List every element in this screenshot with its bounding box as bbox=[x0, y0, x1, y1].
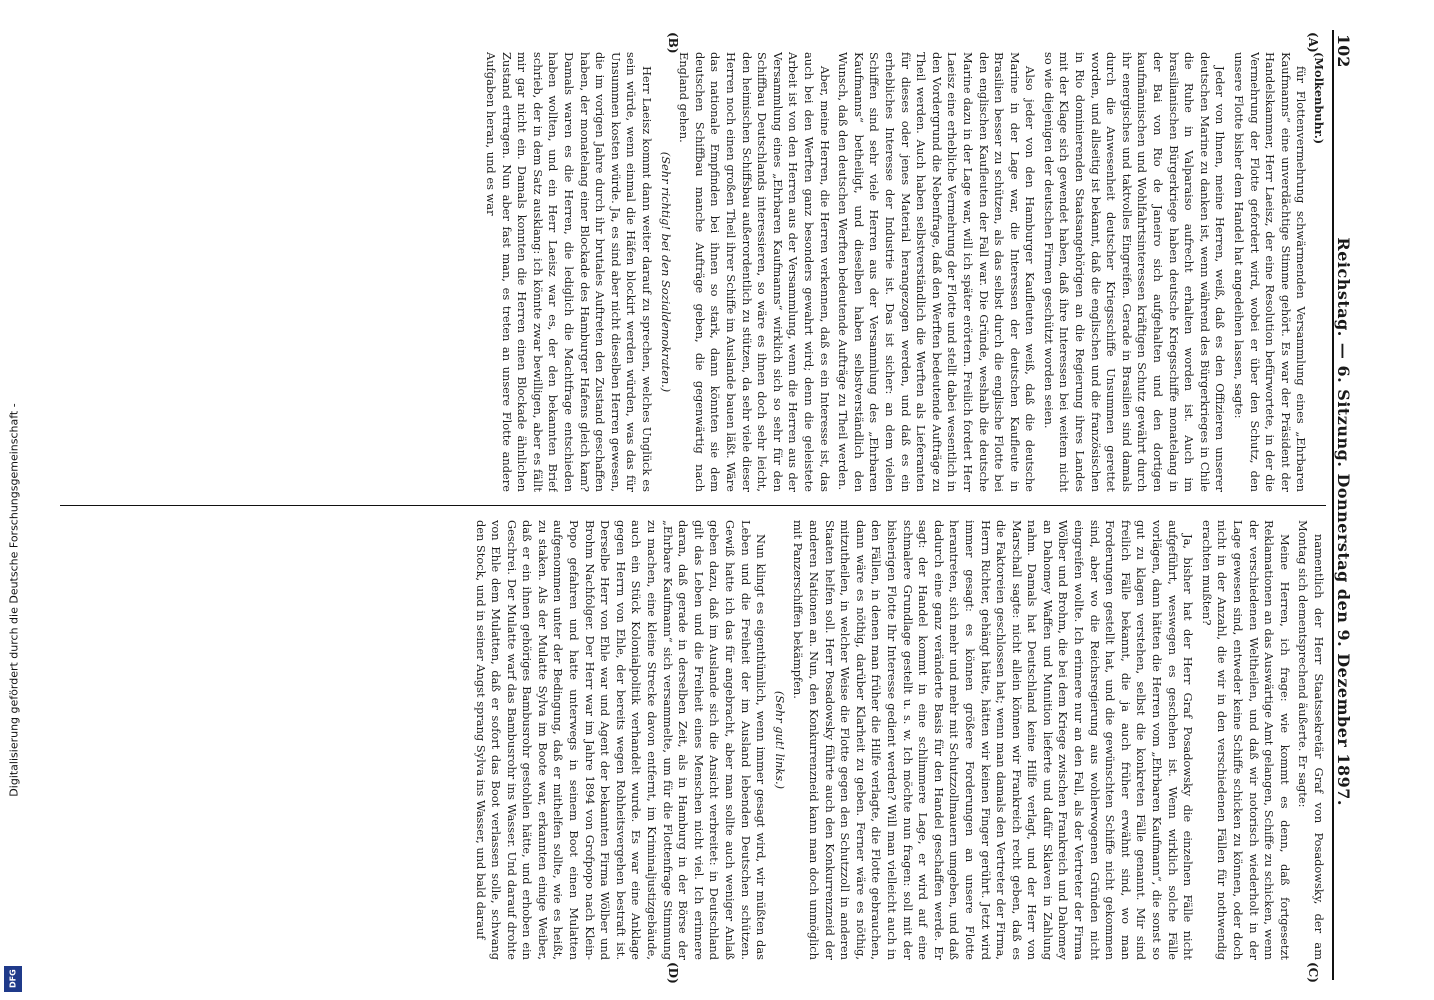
paragraph: Herr Laeisz kommt dann weiter darauf zu sprechen, welches Unglück es sein würde, wenn einmal die Häfen blockirt werden würden, was das für Unsummen kosten würde. Ja, es sind aber nicht dieselben Herren gewesen, die im vorigen Jahre durch ihr brutales Auftreten den Zustand geschaffen haben, der monatelang einer Blockade des Hamburger Hafens gleich kam? Damals waren es die Herren, die lediglich die Machtfrage entschieden haben wollten, und ein Herr Laeisz war es, der den bekannten Brief schrieb, der in dem Satz ausklang: ich könnte zwar bewilligen, aber es fällt mir gar nicht ein. Damals konnten die Herren einen Blockade ähnlichen Zustand ertragen. Nun aber fast man, es treten an unsere Flotte andere Aufgaben heran, und es war bbox=[484, 52, 655, 492]
interjection: (Sehr gut! links.) bbox=[772, 690, 787, 790]
paragraph: Also jeder von den Hamburger Kaufleuten weiß, daß die deutsche Marine in der Lage war, die Interessen der deutschen Kaufleute in Brasilien besser zu schützen, als das selbst durch die englische Flotte bei den englischen Kaufleuten der Fall war. Die Gründe, weshalb die deutsche Marine dazu in der Lage war, will ich später erörtern. Freilich fordert Herr Laeisz eine erhebliche Vermehrung der Flotte und stellt dabei wesentlich in den Vordergrund die Nebenfrage, daß den Werften bedeutende Aufträge zu Theil werden. Auch haben selbstverständlich die Werften als Lieferanten für dieses oder jenes Material herangezogen werden, und daß es ein erhebliches Interesse der Industrie ist. Das ist sicher: an dem vielen Schiffen sind sehr viele Herren aus der Versammlung des „Ehrbaren Kaufmanns“ betheiligt, und dieselben haben selbstverständlich den Wunsch, daß den deutschen Werften bedeutende Aufträge zu Theil werden. bbox=[836, 52, 1038, 492]
interjection: (Sehr richtig! bei den Sozialdemokraten.) bbox=[658, 151, 673, 393]
speaker-name: (Molkenbuhr.) bbox=[1312, 52, 1326, 145]
margin-mark-d: (D) bbox=[666, 962, 680, 984]
dfg-logo: DFG bbox=[4, 966, 22, 992]
page-header bbox=[1332, 30, 1360, 980]
margin-mark-c: (C) bbox=[1306, 962, 1320, 983]
page-number: 102 bbox=[1334, 34, 1353, 68]
newspaper-page bbox=[60, 30, 1360, 984]
margin-mark-a: (A) bbox=[1306, 32, 1320, 53]
page-title: Reichstag. — 6. Sitzung. Donnerstag den 9. Dezember 1897. bbox=[1334, 237, 1353, 806]
page-wrapper bbox=[60, 30, 1360, 984]
paragraph: Nun klingt es eigenthümlich, wenn immer gesagt wird, wir müßten das Leben und die Freiheit der im Ausland lebenden Deutschen schützen. Gewiß hatte ich das für angebracht, aber man sollte auch weniger Anlaß geben dazu, daß im Auslande sich die Ansicht verbreitet: in Deutschland gilt das Leben und die Freiheit eines Menschen nicht viel. Ich erinnere daran, daß gerade in derselben Zeit, als in Hamburg in der Börse der „Ehrbare Kaufmann“ sich versammelte, um für die Flottenfrage Stimmung zu machen, eine kleine Strecke davon entfernt, im Kriminaljustizgebäude, auch ein Stück Kolonialpolitik verhandelt wurde. Es war eine Anklage gegen Herrn von Ehle, der bereits wegen Rohheitsvergehen bestraft ist. Derselbe Herr von Ehle war und Agent der bekannten Firma Wölber und Brohm Nachfolger. Der Herr war im Jahre 1894 von Grofpopo nach Klein-Popo gefahren und hatte unterwegs in seinem Boot einen Mulatten aufgenommen unter der Bedingung, daß er mithelfen sollte, wie es heißt, zu staken. Als der Mulatte Sylva im Boote war, erkannten einige Weiber, daß er ein ihnen gehöriges Bambusrohr gestohlen hätte, und erhoben ein Geschrei. Der Mulatte warf das Bambusrohr ins Wasser. Und darauf drohte von Ehle dem Mulatten, daß er sofort das Boot verlassen solle, schwang den Stock, und in seiner Angst sprang Sylva ins Wasser, und bald darauf bbox=[473, 520, 769, 960]
margin-mark-b: (B) bbox=[666, 32, 680, 54]
paragraph: Aber, meine Herren, die Herren verkennen, daß es ein Interesse ist, das auch bei den Werften ganz besonders gewahrt wird; denn die geleistete Arbeit ist von den Herren aus der Versammlung, wenn die Herren aus der Versammlung eines „Ehrbaren Kaufmanns“ wirklich sich so sehr für den Schiffbau Deutschlands interessieren, so wäre es ihnen doch sehr leicht, den heimischen Schiffsbau außerordentlich zu stützen, da sehr viele dieser Herren noch einen großen Theil ihrer Schiffe im Auslande bauen läßt. Wäre das nationale Empfinden bei ihnen so stark, dann könnten sie dem deutschen Schiffbau manche Aufträge geben, die gegenwärtig nach England gehen. bbox=[677, 52, 832, 492]
column-divider bbox=[60, 505, 1326, 506]
paragraph: für Flottenvermehrung schwärmenden Versammlung eines „Ehrbaren Kaufmanns“ eine unverdächtige Stimme gehört. Es war der Präsident der Handelskammer, Herr Laeisz, der eine Resolution befürwortete, in der die Vermehrung der Flotte gefordert wird, wobei er über den Schutz, den unsere Flotte bisher dem Handel hat angedeihen lassen, sagte: bbox=[1232, 52, 1309, 492]
right-column bbox=[60, 520, 1326, 960]
paragraph: Ja, bisher hat der Herr Graf Posadowsky die einzelnen Fälle nicht aufgeführt, weswegen es geschehen ist. Wenn wirklich solche Fälle vorlägen, dann hätten die Herren vom „Ehrbaren Kaufmann“, die sonst so gut zu klagen verstehen, selbst die konkreten Fälle genannt. Mir sind freilich Fälle bekannt, die ja auch früher erwähnt sind, wo man Forderungen gestellt hat, und die gewünschten Schiffe nicht gekommen sind, aber wo die Reichsregierung aus wohlerwogenen Gründen nicht eingreifen wollte. Ich erinnere nur an den Fall, als der Vertreter der Firma Wölber und Brohm, die bei dem Kriege zwischen Frankreich und Dahomey an Dahomey Waffen und Munition lieferte und dafür Sklaven in Zahlung nahm. Damals hat Deutschland keine Hilfe verlagt, und der Herr von Marschall sagte: nicht allein können wir Frankreich recht geben, daß es die Faktoreien geschlossen hat; wenn man damals den Vertreter der Firma, Herrn Richter, gehängt hätte, hätten wir keinen Finger gerührt. Jetzt wird immer gesagt: es können größere Forderungen an unsere Flotte herantreten, sich mehr und mehr mit Schutzzollmauern umgeben, und daß dadurch eine ganz veränderte Basis für den Handel geschaffen werde. Er sagt: der Handel kommt in eine schlimmere Lage, er wird auf eine schmalere Grundlage gestellt u. s. w. Ich möchte nun fragen: soll mit der bisherigen Flotte Ihr Interesse gedient werden? Will man vielleicht auch in den Fällen, in denen man früher die Hilfe verlagte, die Flotte gebrauchen, dann wäre es nöthig, darüber Klarheit zu geben. Ferner wäre es nöthig, mitzutheilen, in welcher Weise die Flotte gegen den Schutzzoll in anderen Staaten helfen soll. Herr Posadowsky führte auch den Konkurrenzneid der anderen Nationen an. Nun, den Konkurrenzneid kann man doch unmöglich mit Panzerschiffen bekämpfen. bbox=[791, 520, 1196, 960]
paragraph: Jeder von Ihnen, meine Herren, weiß, daß es den Offizieren unserer deutschen Marine zu danken ist, wenn während des Bürgerkrieges in Chile die Ruhe in Valparaiso aufrecht erhalten worden ist. Auch im brasilianischen Bürgerkriege haben deutsche Kriegsschiffe monatelang in der Bai von Rio de Janeiro sich aufgehalten und den dortigen kaufmännischen und Wohlfahrtsinteressen kräftigen Schutz gewährt durch ihr energisches und taktvolles Eingreifen. Gerade in Brasilien sind damals durch die Anwesenheit deutscher Kriegsschiffe Unsummen gerettet worden, und allseitig ist bekannt, daß die englischen und die französischen in Rio dominierenden Staatsangehörigen an die Regierung ihres Landes mit der Klage sich gewendet haben, daß ihre Interessen bei weitem nicht so wie diejenigen der deutschen Firmen geschützt worden seien. bbox=[1041, 52, 1228, 492]
footer-credit: Digitalisierung gefördert durch die Deutsche Forschungsgemeinschaft - bbox=[7, 403, 21, 797]
footer-strip bbox=[0, 0, 28, 1000]
paragraph: Meine Herren, ich frage: wie kommt es denn, daß fortgesetzt Reklamationen an das Auswärtige Amt gelangen, Schiffe zu schicken, wenn der verschiedenen Weltheilen, und daß wir notorisch wiederholt in der Lage gewesen sind, entweder keine Schiffe schicken zu können, oder doch nicht in der Anzahl, die wir in den verschiedenen Fällen für nothwendig erachten mußten? bbox=[1199, 520, 1292, 960]
paragraph: namentlich der Herr Staatssekretär Graf von Posadowsky, der am Montag sich dementsprechend äußerte. Er sagte: bbox=[1296, 520, 1326, 960]
left-column bbox=[60, 52, 1326, 492]
